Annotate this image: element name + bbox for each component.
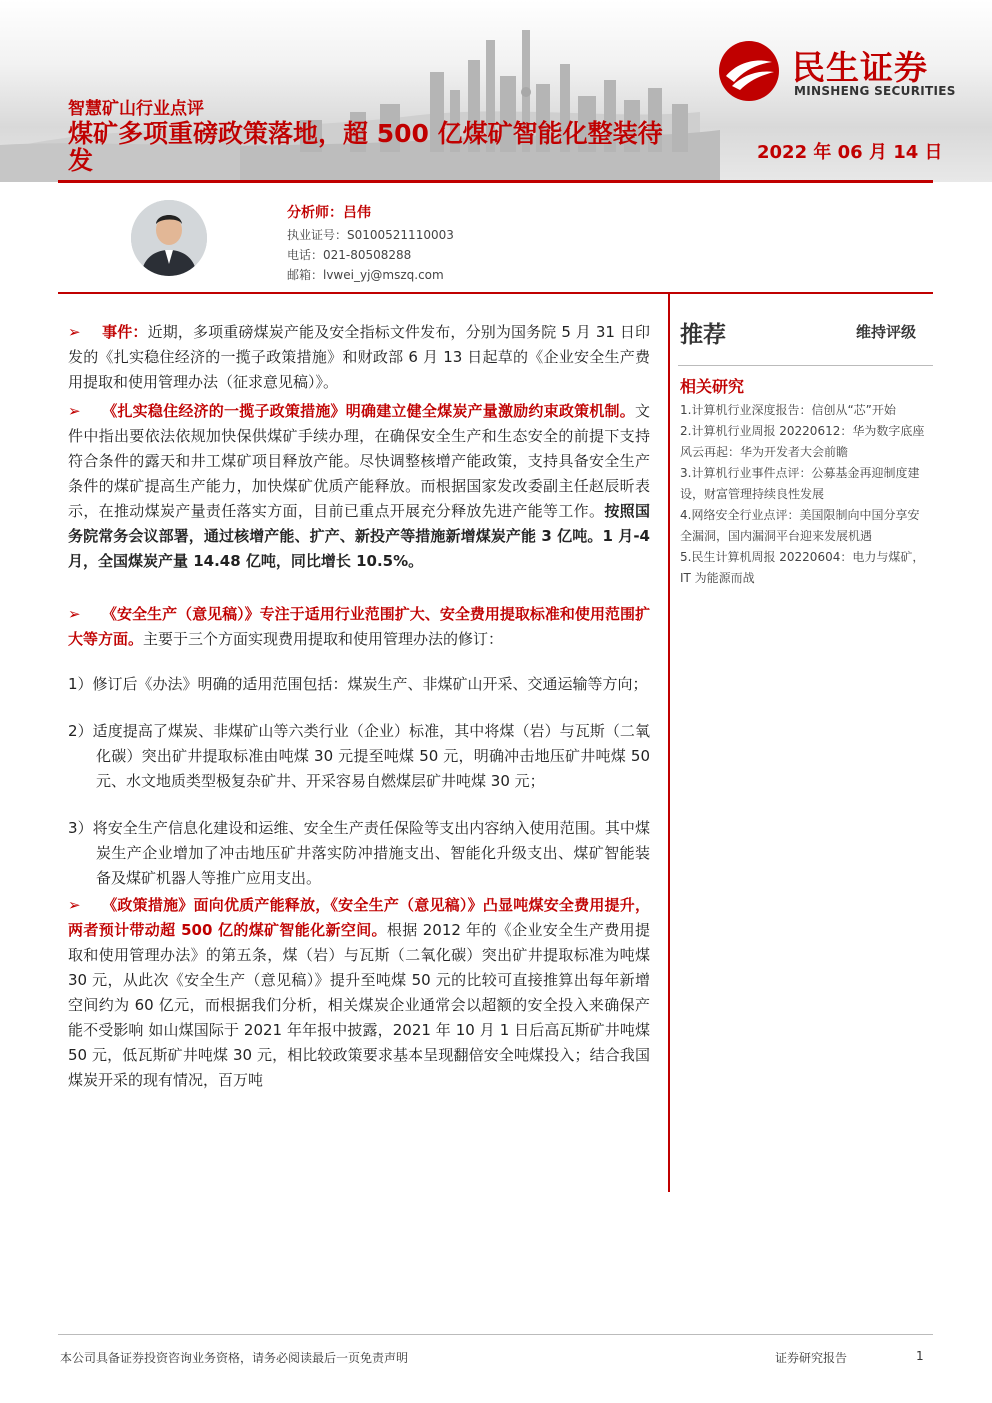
list-item-2: 2）适度提高了煤炭、非煤矿山等六类行业（企业）标准，其中将煤（岩）与瓦斯（二氧化碳）突出矿井提取标准由吨煤 30 元提至吨煤 50 元，明确冲击地压矿井吨煤 50 元、水文地质类型极复杂矿井、开采容易自燃煤层矿井吨煤 30 元； bbox=[68, 722, 650, 790]
related-item[interactable]: 4.网络安全行业点评：美国限制向中国分享安全漏洞，国内漏洞平台迎来发展机遇 bbox=[680, 508, 920, 543]
analyst-info bbox=[287, 203, 454, 285]
list-item-3: 3）将安全生产信息化建设和运维、安全生产责任保险等支出内容纳入使用范围。其中煤炭生产企业增加了冲击地压矿井落实防冲措施支出、智能化升级支出、煤矿智能装备及煤矿机器人等推广应用支出。 bbox=[68, 819, 650, 887]
bullet-arrow-icon: ➢ bbox=[68, 323, 81, 341]
page-number: 1 bbox=[916, 1349, 924, 1363]
paragraph-outlook bbox=[68, 893, 650, 1093]
paragraph-text: 主要于三个方面实现费用提取和使用管理办法的修订： bbox=[143, 630, 504, 648]
paragraph-safety bbox=[68, 602, 650, 652]
footer-disclaimer: 本公司具备证券投资咨询业务资格，请务必阅读最后一页免责声明 bbox=[60, 1351, 409, 1365]
rating-label: 推荐 bbox=[680, 322, 726, 348]
bullet-arrow-icon: ➢ bbox=[68, 605, 81, 623]
paragraph-bold: 按照国务院常务会议部署，通过核增产能、扩产、新投产等措施新增煤炭产能 3 亿吨。1 月-4 月，全国煤炭产量 14.48 亿吨，同比增长 10.5%。 bbox=[68, 502, 650, 570]
paragraph-text: 根据 2012 年的《企业安全生产费用提取和使用管理办法》的第五条，煤（岩）与瓦斯（二氧化碳）突出矿井提取标准为吨煤 30 元，从此次《安全生产（意见稿）》提升至吨煤 50 元的比较可直接推算出每年新增空间约为 60 亿元，而根据我们分析，相关煤炭企业通常会以超额的安全投入来确保产能不受影响 如山煤国际于 2021 年年报中披露，2021 年 10 月 1 日后高瓦斯矿井吨煤 50 元，低瓦斯矿井吨煤 30 元，相比较政策要求基本呈现翻倍安全吨煤投入；结合我国煤炭开采的现有情况，百万吨 bbox=[68, 921, 650, 1089]
column-divider bbox=[668, 294, 670, 1192]
minsheng-logo bbox=[718, 40, 968, 102]
report-title: 煤矿多项重磅政策落地，超 500 亿煤矿智能化整装待发 bbox=[68, 119, 663, 175]
main-content bbox=[68, 320, 650, 1093]
sidebar-divider bbox=[678, 365, 933, 366]
paragraph-text: 文件中指出要依法依规加快保供煤矿手续办理，在确保安全生产和生态安全的前提下支持符合条件的露天和井工煤矿项目释放产能。尽快调整核增产能政策，支持具备安全生产条件的煤矿提高生产能力，加快煤矿优质产能释放。而根据国家发改委副主任赵辰昕表示，在推动煤炭产量责任落实方面，目前已重点开展充分释放先进产能等工作。 bbox=[68, 402, 650, 520]
report-category: 智慧矿山行业点评 bbox=[68, 99, 204, 119]
header-divider bbox=[58, 180, 933, 183]
related-item[interactable]: 1.计算机行业深度报告：信创从“芯”开始 bbox=[680, 403, 896, 417]
paragraph-lead: 《政策措施》面向优质产能释放，《安全生产（意见稿）》凸显吨煤安全费用提升，两者预计带动超 500 亿的煤矿智能化新空间。 bbox=[68, 896, 650, 939]
list-item-1: 1）修订后《办法》明确的适用范围包括：煤炭生产、非煤矿山开采、交通运输等方向； bbox=[68, 675, 648, 693]
analyst-avatar bbox=[131, 200, 207, 276]
paragraph-event bbox=[68, 320, 650, 395]
related-item[interactable]: 2.计算机行业周报 20220612：华为数字底座风云再起：华为开发者大会前瞻 bbox=[680, 424, 925, 459]
analyst-phone: 电话：021-80508288 bbox=[287, 248, 412, 262]
paragraph-lead: 《扎实稳住经济的一揽子政策措施》明确建立健全煤炭产量激励约束政策机制。 bbox=[102, 402, 635, 420]
related-research-title: 相关研究 bbox=[680, 377, 745, 396]
paragraph-text: 近期，多项重磅煤炭产能及安全指标文件发布，分别为国务院 5 月 31 日印发的《扎实稳住经济的一揽子政策措施》和财政部 6 月 13 日起草的《企业安全生产费用提取和使用管理办法（征求意见稿）》。 bbox=[68, 323, 650, 391]
analyst-license: 执业证号：S0100521110003 bbox=[287, 228, 454, 242]
related-research-list bbox=[680, 400, 930, 589]
rating-note: 维持评级 bbox=[856, 323, 917, 341]
related-item[interactable]: 5.民生计算机周报 20220604：电力与煤矿，IT 为能源而战 bbox=[680, 550, 925, 585]
analyst-name: 分析师：吕伟 bbox=[287, 205, 371, 221]
paragraph-policy bbox=[68, 399, 650, 574]
paragraph-lead: 《安全生产（意见稿）》专注于适用行业范围扩大、安全费用提取标准和使用范围扩大等方面。 bbox=[68, 605, 650, 648]
paragraph-lead: 事件： bbox=[102, 323, 148, 341]
minsheng-logo-icon bbox=[718, 40, 780, 102]
footer-report-type: 证券研究报告 bbox=[775, 1351, 848, 1365]
logo-cn-text: 民生证券 bbox=[792, 48, 928, 87]
report-date: 2022 年 06 月 14 日 bbox=[757, 142, 943, 163]
related-item[interactable]: 3.计算机行业事件点评：公募基金再迎制度建设，财富管理持续良性发展 bbox=[680, 466, 920, 501]
logo-en-text: MINSHENG SECURITIES bbox=[794, 84, 956, 98]
analyst-email[interactable]: 邮箱：lvwei_yj@mszq.com bbox=[287, 268, 444, 282]
footer-divider bbox=[58, 1334, 933, 1335]
content-divider bbox=[58, 292, 933, 294]
bullet-arrow-icon: ➢ bbox=[68, 402, 81, 420]
bullet-arrow-icon: ➢ bbox=[68, 896, 81, 914]
